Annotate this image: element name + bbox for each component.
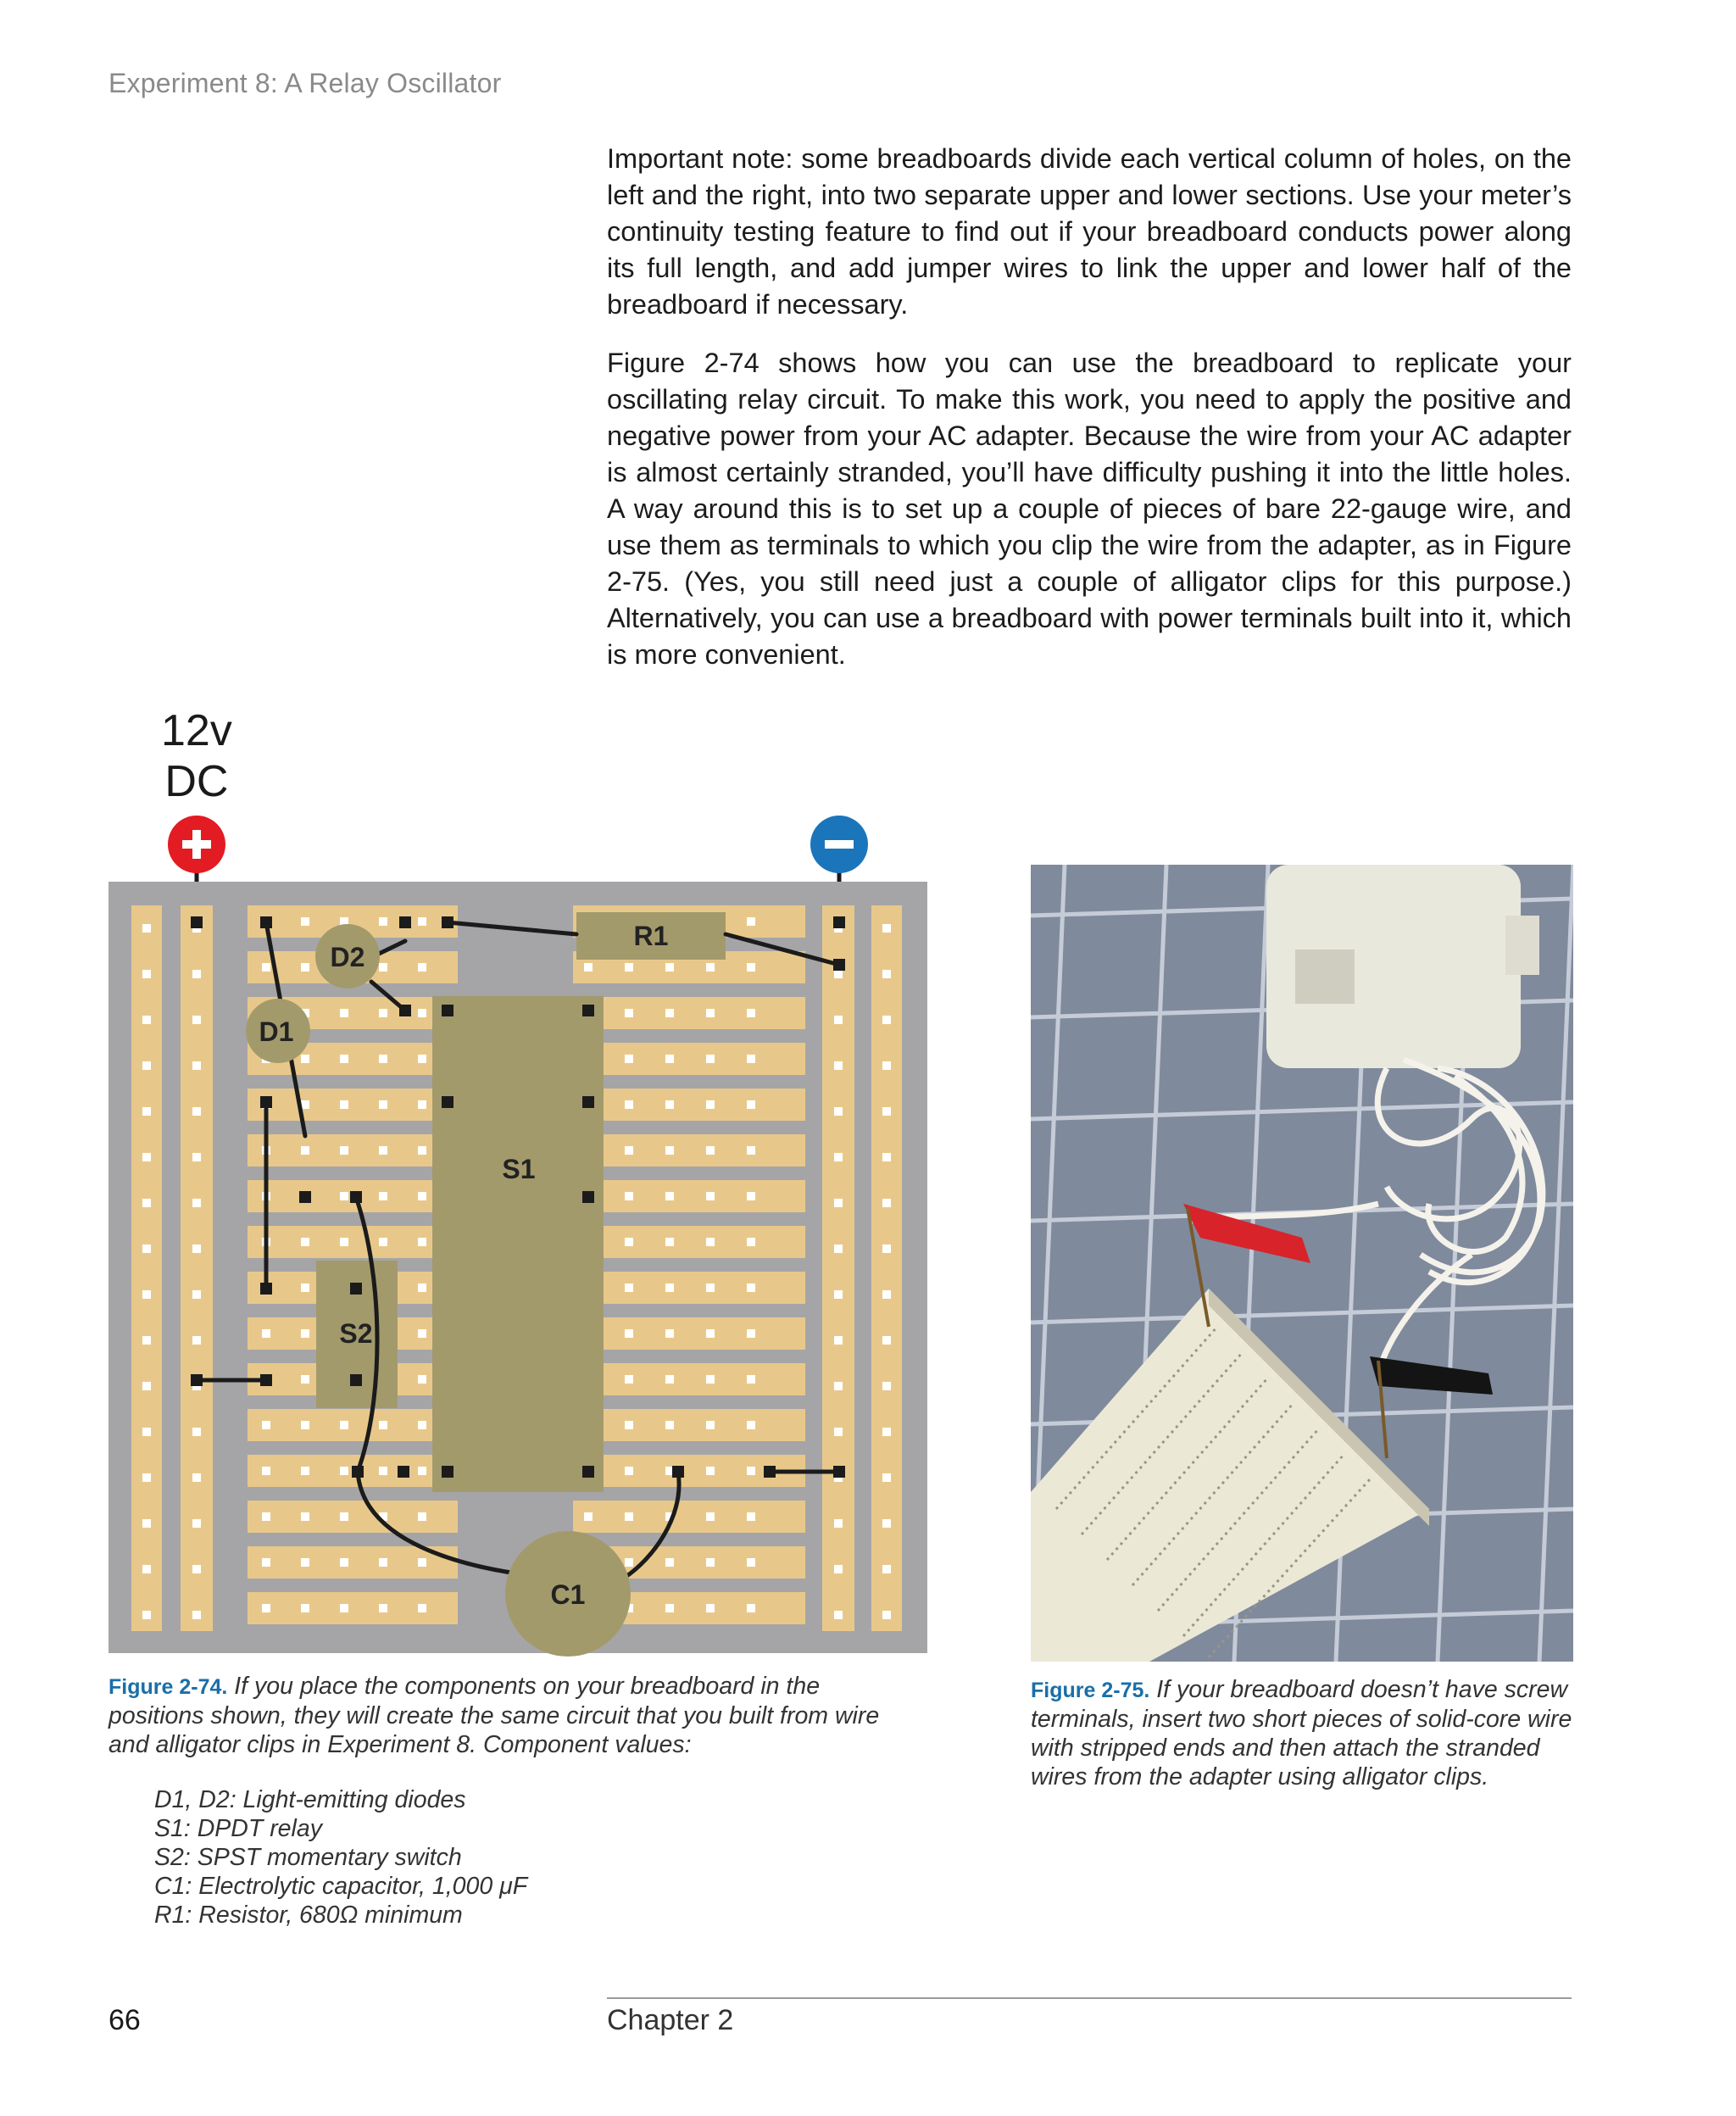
relay-s1 <box>432 996 604 1492</box>
label-d2: D2 <box>330 942 365 972</box>
figure-74-number: Figure 2-74. <box>108 1675 228 1699</box>
figure-75-caption <box>1031 1675 1573 1791</box>
label-c1: C1 <box>550 1579 586 1610</box>
paragraph-figure-reference: Figure 2-74 shows how you can use the breadboard to replicate your oscillating relay circuit. To make this work, you need to apply the positive and negative power from your AC adapter. Because the wire from your AC adapter is almost certainly stranded, you’ll have difficulty pushing it into the little holes. A way around this is to set up a couple of pieces of bare 22-gauge wire, and use them as terminals to which you clip the wire from the adapter, as in Figure 2-75. (Yes, you still need just a couple of alligator clips for this purpose.) Alternatively, you can use a breadboard with power terminals built into it, which is more convenient. <box>607 348 1572 670</box>
plus-terminal-icon <box>168 816 225 873</box>
footer-rule <box>607 1997 1572 1999</box>
label-s1: S1 <box>502 1154 536 1184</box>
label-r1: R1 <box>633 921 669 951</box>
paragraph-important-note: Important note: some breadboards divide each vertical column of holes, on the left and the right, into two separate upper and lower sections. Use your meter’s continuity testing feature to find out if your breadboard conducts power along its full length, and add jumper wires to link the upper and lower half of the breadboard if necessary. <box>607 143 1572 320</box>
component-values-list <box>154 1785 527 1929</box>
figure-75-caption-text: If your breadboard doesn’t have screw terminals, insert two short pieces of solid-core wire with stripped ends and then attach the stranded wires from the adapter using alligator clips. <box>1031 1676 1572 1790</box>
page-number: 66 <box>108 2004 141 2036</box>
figure-75-number: Figure 2-75. <box>1031 1679 1150 1702</box>
label-d1: D1 <box>259 1016 294 1047</box>
body-text <box>607 141 1572 695</box>
minus-terminal-icon <box>810 816 868 873</box>
breadboard-photo <box>1031 865 1573 1662</box>
value-relay: S1: DPDT relay <box>154 1815 322 1842</box>
figure-74-caption-text: If you place the components on your breadboard in the positions shown, they will create the same circuit that you built from wire and alligator clips in Experiment 8. Component values: <box>108 1673 880 1758</box>
label-s2: S2 <box>339 1318 373 1349</box>
supply-voltage-label <box>161 705 232 807</box>
supply-voltage-line2: DC <box>164 757 229 806</box>
running-header: Experiment 8: A Relay Oscillator <box>108 68 502 98</box>
value-leds: D1, D2: Light-emitting diodes <box>154 1786 466 1813</box>
supply-voltage-line1: 12v <box>161 706 232 755</box>
ac-adapter-icon <box>1266 865 1539 1068</box>
breadboard-diagram <box>108 814 931 1662</box>
chapter-label: Chapter 2 <box>607 2004 734 2036</box>
figure-74-caption <box>108 1672 905 1759</box>
value-switch: S2: SPST momentary switch <box>154 1844 462 1871</box>
value-capacitor: C1: Electrolytic capacitor, 1,000 μF <box>154 1873 528 1900</box>
value-resistor: R1: Resistor, 680Ω minimum <box>154 1902 463 1929</box>
